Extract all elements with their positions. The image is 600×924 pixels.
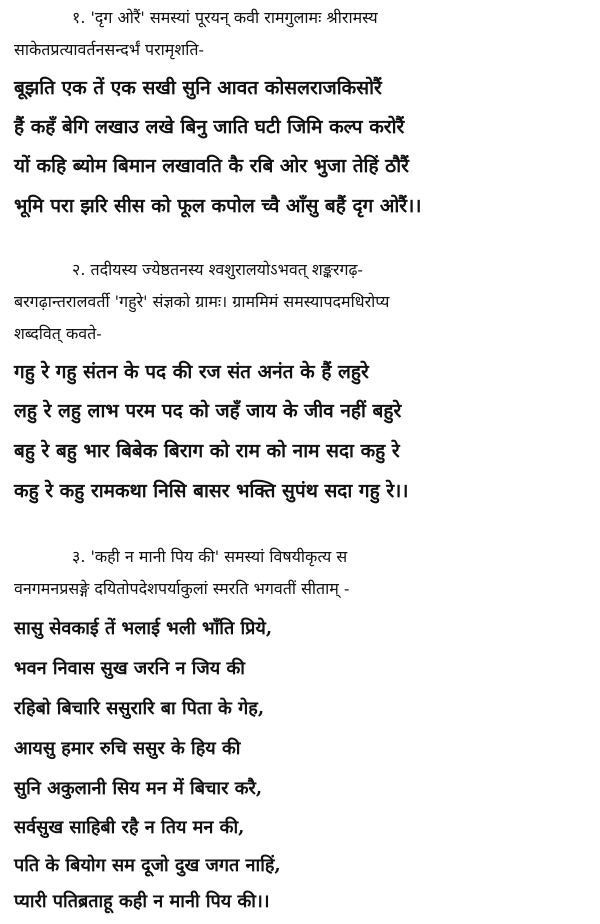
section-2-intro-line-1: २. तदीयस्य ज्येष्ठतनस्य श्वशुरालयोऽभवत् शङ्करगढ़- xyxy=(72,260,363,279)
section-1-verse-line-2: हैं कहँ बेगि लखाउ लखे बिनु जाति घटी जिमि कल्प करोरैं xyxy=(14,116,405,138)
section-2-intro-line-3: शब्दवित् कवते- xyxy=(14,324,102,343)
section-2-verse-line-3: बहु रे बहु भार बिबेक बिराग को राम को नाम सदा कहु रे xyxy=(14,440,400,462)
section-1-verse-line-1: बूझति एक तें एक सखी सुनि आवत कोसलराजकिसोरैं xyxy=(14,77,382,99)
section-2-verse-line-1: गहु रे गहु संतन के पद की रज संत अनंत के हैं लहुरे xyxy=(14,361,369,383)
section-3-verse-line-4: आयसु हमार रुचि ससुर के हिय की xyxy=(14,738,241,759)
section-2-verse-line-2: लहु रे लहु लाभ परम पद को जहँ जाय के जीव नहीं बहुरे xyxy=(14,400,402,422)
section-3-verse-line-7: पति के बियोग सम दूजो दुख जगत नाहिं, xyxy=(14,855,281,876)
section-2-verse-line-4: कहु रे कहु रामकथा निसि बासर भक्ति सुपंथ सदा गहु रे।। xyxy=(14,480,409,502)
section-3-intro-line-1: ३. 'कही न मानी पिय की' समस्यां विषयीकृत्य स xyxy=(72,547,348,566)
section-3-verse-line-5: सुनि अकुलानी सिय मन में बिचार करै, xyxy=(14,778,263,799)
section-1-verse-line-4: भूमि परा झरि सीस को फूल कपोल च्वै आँसु बहैं दृग ओरैं।। xyxy=(14,195,422,217)
section-1-intro-line-2: साकेतप्रत्यावर्तनसन्दर्भं परामृशति- xyxy=(14,40,204,59)
section-3-verse-line-1: सासु सेवकाई तें भलाई भली भाँति प्रिये, xyxy=(14,618,273,639)
section-3-verse-line-2: भवन निवास सुख जरनि न जिय की xyxy=(14,658,245,679)
section-3-verse-line-3: रहिबो बिचारि ससुरारि बा पिता के गेह, xyxy=(14,698,265,719)
section-1-verse-line-3: यों कहि ब्योम बिमान लखावति कै रबि ओर भुजा तेहिं ठौरैं xyxy=(14,155,409,177)
section-3-verse-line-6: सर्वसुख साहिबी रहै न तिय मन की, xyxy=(14,817,245,838)
section-1-intro-line-1: १. 'दृग ओरैं' समस्यां पूरयन् कवी रामगुलामः श्रीरामस्य xyxy=(72,8,378,27)
section-3-verse-line-8: प्यारी पतिब्रताहू कही न मानी पिय की।। xyxy=(14,891,270,912)
section-3-intro-line-2: वनगमनप्रसङ्गे दयितोपदेशपर्याकुलां स्मरति भगवतीं सीताम् - xyxy=(14,579,350,598)
section-2-intro-line-2: बरगढ़ान्तरालवर्ती 'गहुरे' संज्ञको ग्रामः। ग्राममिमं समस्यापदमधिरोप्य xyxy=(14,292,390,311)
